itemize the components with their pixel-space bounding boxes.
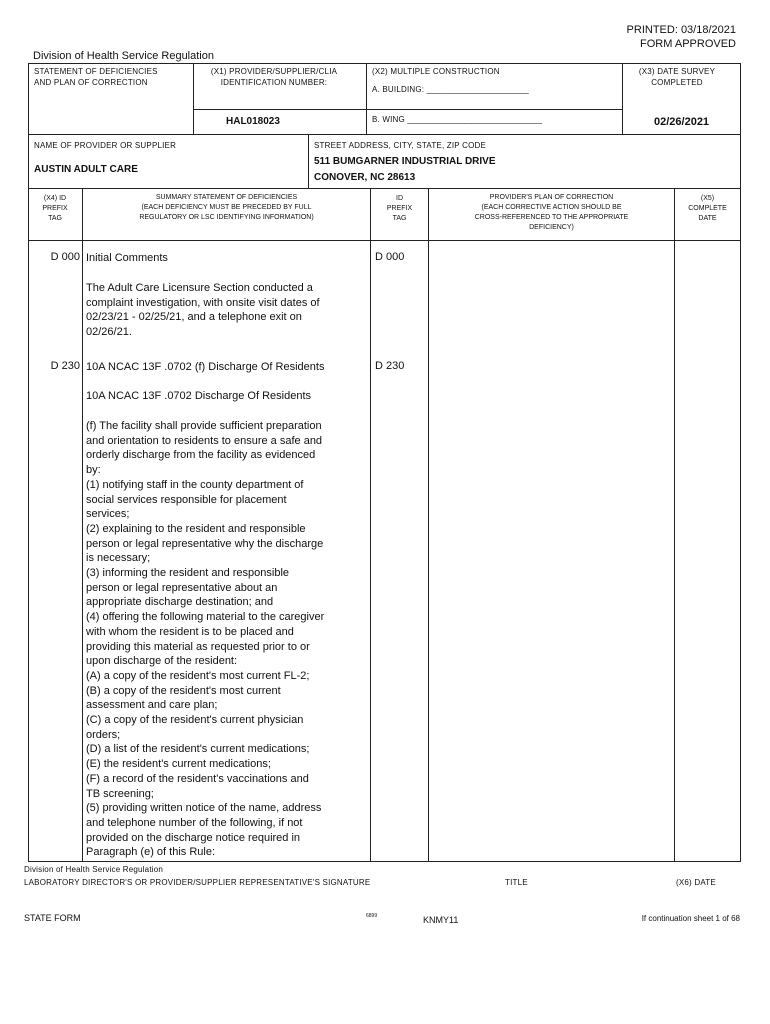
rule-text: (f) The facility shall provide sufficient preparation and orientation to residents to ensure a safe and orderly discharge from the facility as evidenced by: (1) notifying staff in the county department of social services responsible for placement services; (2) explaining to the resident and responsible person or legal representative why the discharge is necessary; (3) informing the resident and responsible person or legal representative about an appropriate discharge destination; and (4) offering the following material to the caregiver with whom the resident is to be placed and providing this material as requested prior to or upon discharge of the resident: (A) a copy of the resident's most current FL-2; (B) a copy of the resident's most current assessment and care plan; (C) a copy of the resident's current physician orders; (D) a list of the resident's current medications; (E) the resident's current medications; (F) a record of the resident's vaccinations and TB screening; (5) providing written notice of the name, address and telephone number of the following, if not provided on the discharge notice required in Paragraph (e) of this Rule:: [86, 420, 325, 859]
x1-label: (X1) PROVIDER/SUPPLIER/CLIA IDENTIFICATION NUMBER:: [210, 67, 338, 87]
provider-name: AUSTIN ADULT CARE: [34, 164, 138, 175]
continuation-label: If continuation sheet 1 of 68: [641, 914, 740, 923]
rule-heading: 10A NCAC 13F .0702 Discharge Of Residents: [86, 390, 312, 402]
x2-label: (X2) MULTIPLE CONSTRUCTION: [372, 67, 500, 76]
x6-date-label: (X6) DATE: [676, 878, 716, 887]
id-prefix-tag: D 230: [375, 360, 405, 372]
building-label: A. BUILDING: ______________________: [372, 85, 529, 94]
signature-label: LABORATORY DIRECTOR'S OR PROVIDER/SUPPLIER REPRESENTATIVE'S SIGNATURE: [24, 878, 371, 887]
agency-heading: Division of Health Service Regulation: [33, 50, 214, 62]
form-code: 6899: [366, 913, 378, 919]
x5-header: (X5) COMPLETE DATE: [688, 195, 727, 222]
form-approved: FORM APPROVED: [640, 38, 736, 50]
intro-paragraph: The Adult Care Licensure Section conducted a complaint investigation, with onsite visit dates of 02/23/21 - 02/25/21, and a telephone exit on 02/26/21.: [86, 282, 320, 339]
state-form-label: STATE FORM: [24, 913, 81, 923]
entry-title: 10A NCAC 13F .0702 (f) Discharge Of Residents: [86, 361, 325, 373]
entry-title: Initial Comments: [86, 252, 168, 264]
plan-header: PROVIDER'S PLAN OF CORRECTION (EACH CORRECTIVE ACTION SHOULD BE CROSS-REFERENCED TO THE APPROPRIATE DEFICIENCY): [474, 194, 629, 231]
wing-label: B. WING _____________________________: [372, 115, 543, 124]
survey-completed-date: 02/26/2021: [654, 116, 710, 128]
address-label: STREET ADDRESS, CITY, STATE, ZIP CODE: [314, 141, 487, 150]
printed-date: PRINTED: 03/18/2021: [626, 24, 736, 36]
footer-agency: Division of Health Service Regulation: [24, 865, 164, 874]
x4-header: (X4) ID PREFIX TAG: [42, 195, 68, 222]
prefix-tag: D 000: [50, 251, 80, 263]
id-header: ID PREFIX TAG: [386, 195, 413, 222]
address-line-2: CONOVER, NC 28613: [314, 172, 416, 183]
provider-label: NAME OF PROVIDER OR SUPPLIER: [34, 141, 177, 150]
provider-id-number: HAL018023: [226, 116, 280, 127]
id-prefix-tag: D 000: [375, 251, 405, 263]
form-id: KNMY11: [423, 915, 459, 925]
address-line-1: 511 BUMGARNER INDUSTRIAL DRIVE: [314, 156, 496, 167]
title-label: TITLE: [505, 878, 528, 887]
statement-label: STATEMENT OF DEFICIENCIES AND PLAN OF CORRECTION: [34, 67, 158, 87]
prefix-tag: D 230: [50, 360, 80, 372]
summary-header: SUMMARY STATEMENT OF DEFICIENCIES (EACH DEFICIENCY MUST BE PRECEDED BY FULL REGULATORY OR LSC IDENTIFYING INFORMATION): [139, 194, 314, 221]
x3-label: (X3) DATE SURVEY COMPLETED: [638, 67, 716, 87]
